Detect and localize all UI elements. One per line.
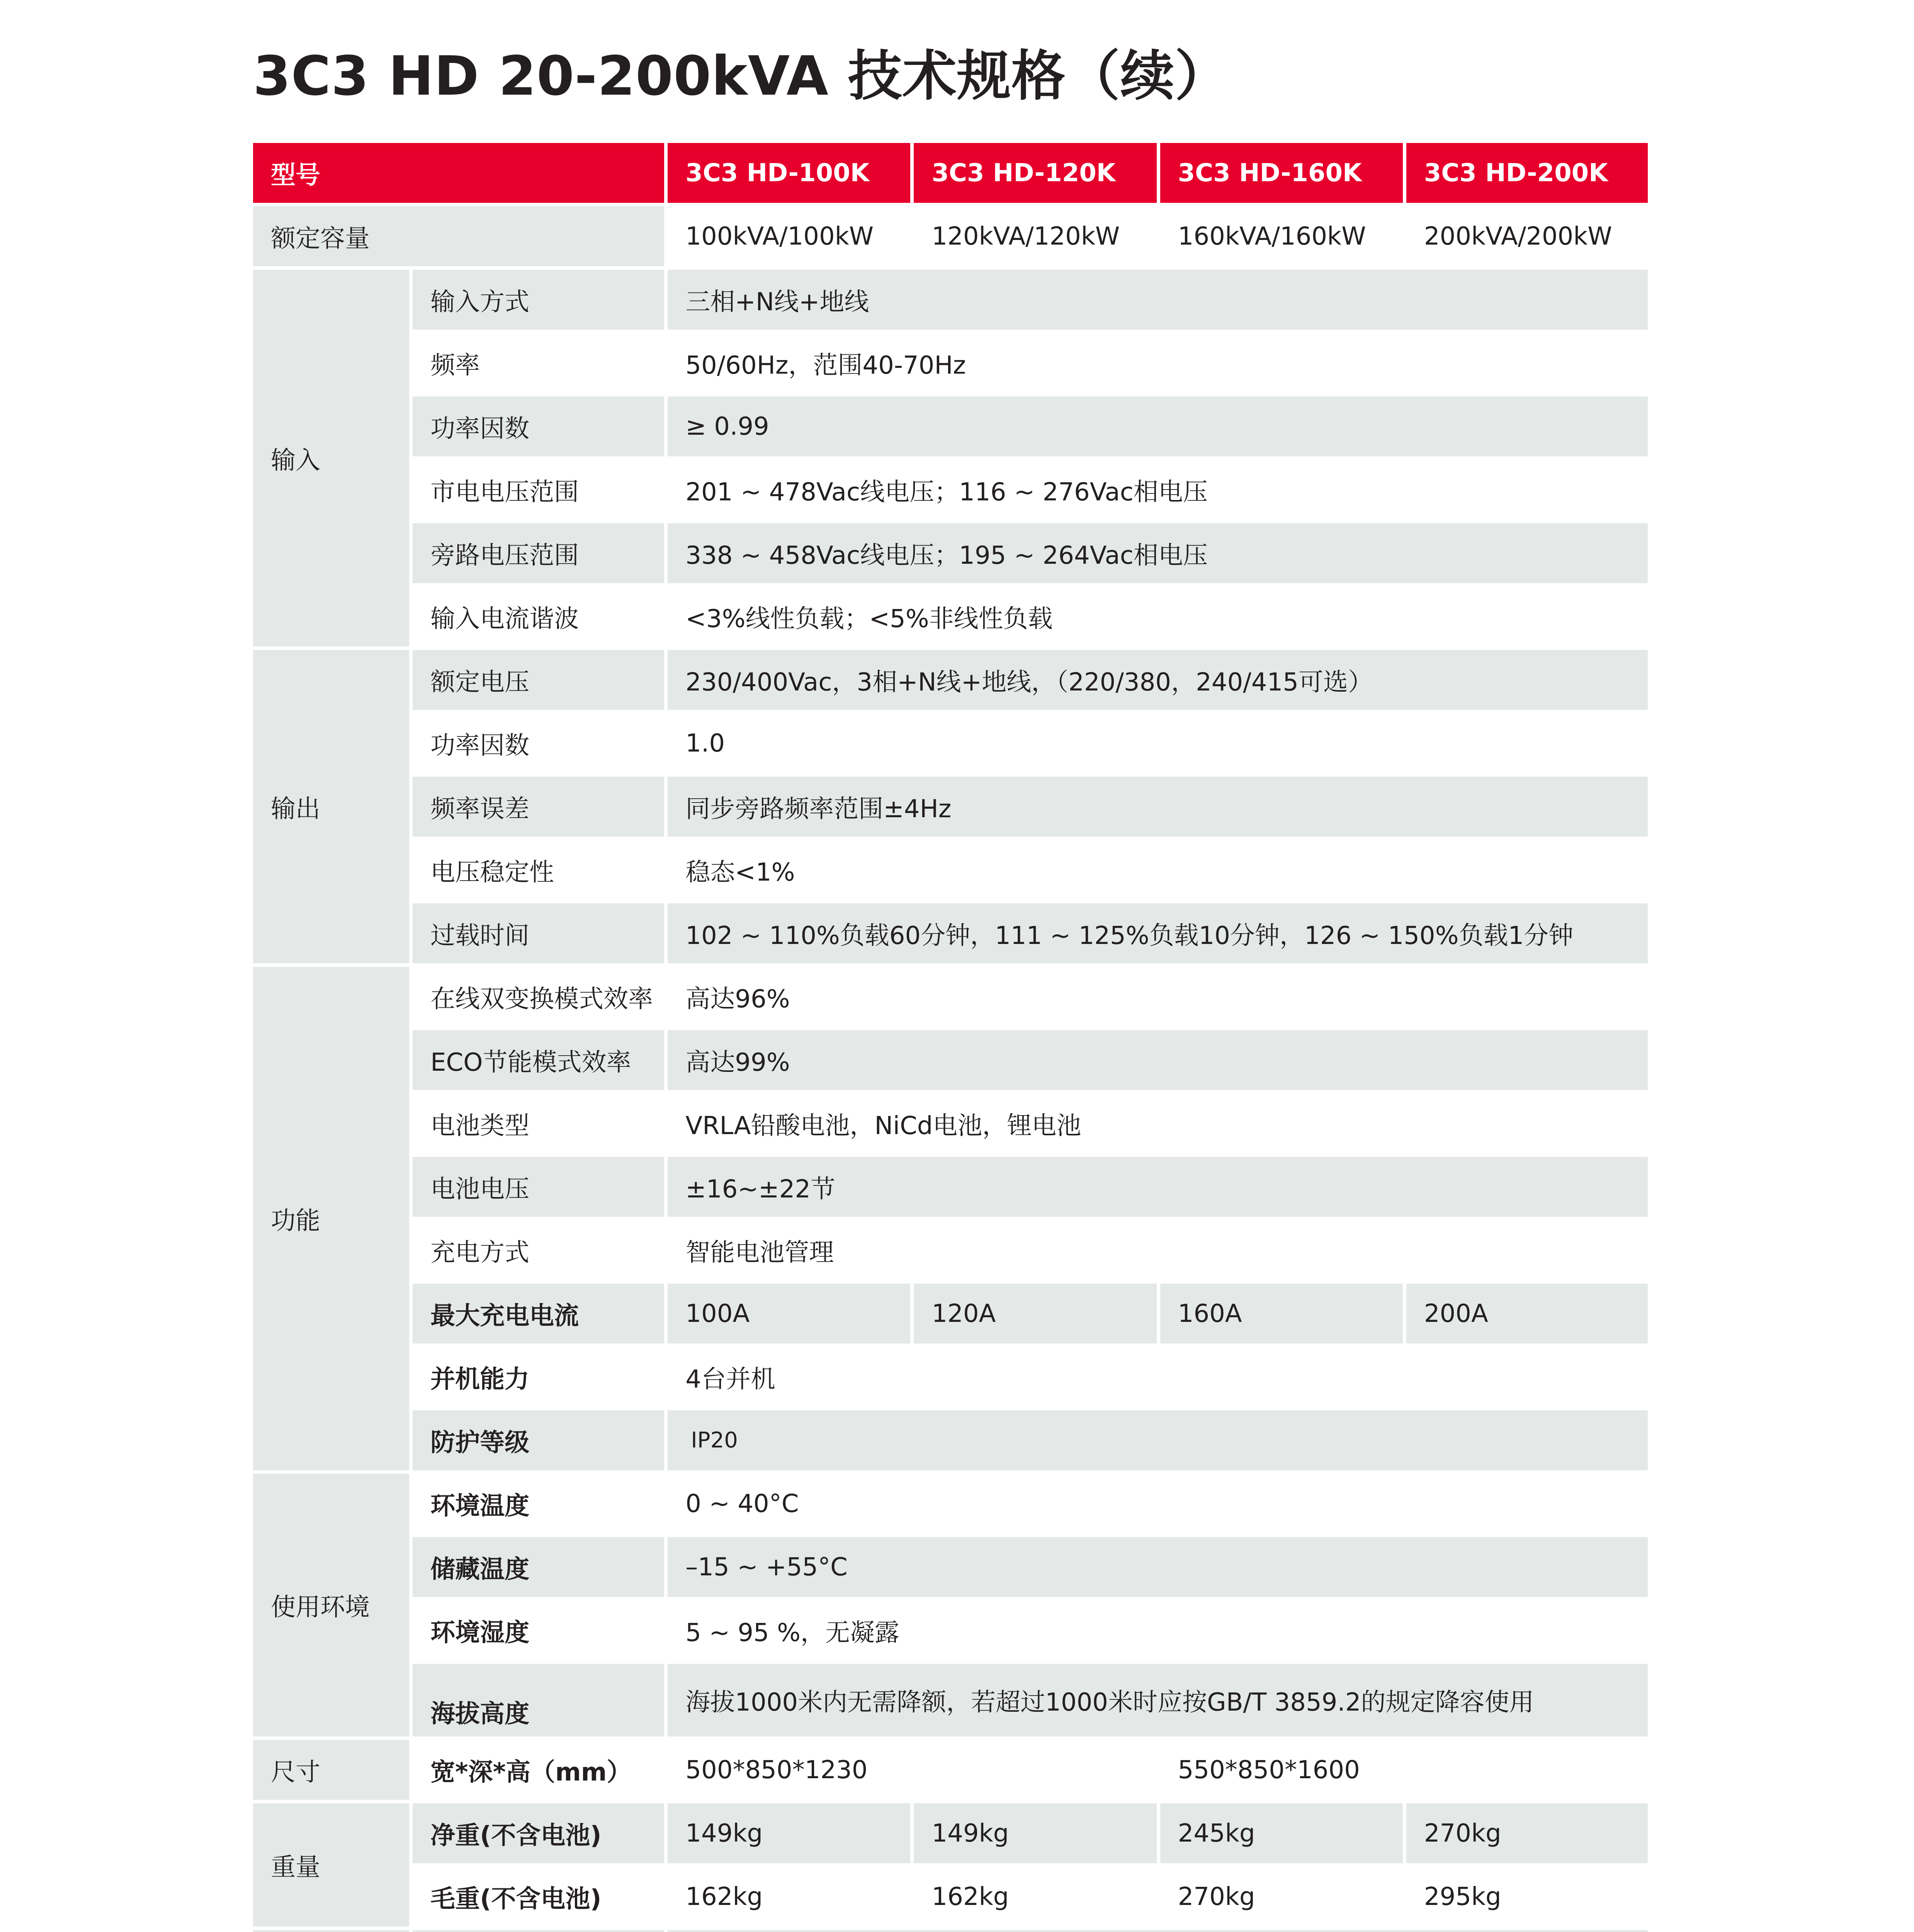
param-label: 并机能力 — [413, 1347, 664, 1407]
param-value: 102 ~ 110%负载60分钟，111 ~ 125%负载10分钟，126 ~ 150%负载1分钟 — [668, 903, 1648, 963]
param-value: 5 ~ 95 %，无凝露 — [668, 1600, 1648, 1660]
param-value: 100A — [668, 1284, 910, 1344]
param-label: 输入电流谐波 — [413, 587, 664, 646]
param-value: IP20 — [668, 1410, 1648, 1470]
param-value: 230/400Vac，3相+N线+地线，（220/380，240/415可选） — [668, 650, 1648, 710]
table-row — [253, 1474, 1648, 1534]
param-label: 宽*深*高（mm） — [413, 1740, 664, 1800]
param-label: 功率因数 — [413, 713, 664, 773]
category-output: 输出 — [253, 650, 409, 963]
param-value: 149kg — [668, 1803, 910, 1863]
param-value: ≥ 0.99 — [668, 396, 1648, 456]
param-value: 149kg — [914, 1803, 1156, 1863]
category-environment: 使用环境 — [253, 1474, 409, 1736]
param-label: 毛重(不含电池) — [413, 1867, 664, 1927]
rated-capacity-value: 100kVA/100kW — [668, 206, 910, 266]
table-row — [253, 967, 1648, 1027]
table-row — [253, 1740, 1648, 1800]
param-value: 295kg — [1406, 1867, 1648, 1927]
param-value: 三相+N线+地线 — [668, 270, 1648, 330]
param-value: 4台并机 — [668, 1347, 1648, 1407]
param-label: 充电方式 — [413, 1220, 664, 1280]
param-label: 净重(不含电池) — [413, 1803, 664, 1863]
table-row — [253, 270, 1648, 330]
param-value: 500*850*1230 — [668, 1740, 1156, 1800]
model-header: 3C3 HD-120K — [914, 143, 1156, 203]
rated-capacity-label: 额定容量 — [253, 206, 664, 266]
param-value: 160A — [1160, 1284, 1403, 1344]
param-value: 120A — [914, 1284, 1156, 1344]
category-safety — [253, 1930, 409, 1932]
table-row — [253, 1220, 1648, 1280]
table-row — [253, 206, 1648, 266]
table-row — [253, 777, 1648, 837]
model-header: 3C3 HD-100K — [668, 143, 910, 203]
param-value: 201 ~ 478Vac线电压；116 ~ 276Vac相电压 — [668, 460, 1648, 520]
param-label: 最大充电电流 — [413, 1284, 664, 1344]
param-label: 防护等级 — [413, 1410, 664, 1470]
table-row — [253, 1094, 1648, 1153]
model-label: 型号 — [253, 143, 664, 203]
rated-capacity-value: 200kVA/200kW — [1406, 206, 1648, 266]
category-function: 功能 — [253, 967, 409, 1470]
param-label — [413, 1930, 664, 1932]
param-label: 额定电压 — [413, 650, 664, 710]
param-value: 0 ~ 40°C — [668, 1474, 1648, 1534]
param-label: 在线双变换模式效率 — [413, 967, 664, 1027]
table-row — [253, 713, 1648, 773]
header-row — [253, 143, 1648, 203]
param-value: VRLA铅酸电池，NiCd电池，锂电池 — [668, 1094, 1648, 1153]
param-value: 200A — [1406, 1284, 1648, 1344]
table-row — [253, 333, 1648, 393]
table-row — [253, 903, 1648, 963]
param-value: 1.0 — [668, 713, 1648, 773]
param-value: 海拔1000米内无需降额，若超过1000米时应按GB/T 3859.2的规定降容使用 — [668, 1664, 1648, 1736]
table-row — [253, 650, 1648, 710]
param-label: 环境温度 — [413, 1474, 664, 1534]
param-label: 电池类型 — [413, 1094, 664, 1153]
table-row — [253, 1600, 1648, 1660]
table-row — [253, 1867, 1648, 1927]
param-label: 电压稳定性 — [413, 840, 664, 900]
param-label: 功率因数 — [413, 396, 664, 456]
param-value: 245kg — [1160, 1803, 1403, 1863]
param-label: 旁路电压范围 — [413, 523, 664, 583]
table-row — [253, 460, 1648, 520]
table-row — [253, 1347, 1648, 1407]
param-value: 稳态<1% — [668, 840, 1648, 900]
param-value: 338 ~ 458Vac线电压；195 ~ 264Vac相电压 — [668, 523, 1648, 583]
table-row — [253, 587, 1648, 646]
param-value: 50/60Hz，范围40-70Hz — [668, 333, 1648, 393]
param-value: 同步旁路频率范围±4Hz — [668, 777, 1648, 837]
param-value — [668, 1930, 1648, 1932]
table-row — [253, 1803, 1648, 1863]
model-header: 3C3 HD-200K — [1406, 143, 1648, 203]
category-weight: 重量 — [253, 1803, 409, 1927]
table-row — [253, 523, 1648, 583]
model-header: 3C3 HD-160K — [1160, 143, 1403, 203]
table-row — [253, 1537, 1648, 1597]
param-label: 过载时间 — [413, 903, 664, 963]
param-value: –15 ~ +55°C — [668, 1537, 1648, 1597]
page-title: 3C3 HD 20-200kVA 技术规格（续） — [253, 45, 1229, 108]
table-row — [253, 1284, 1648, 1344]
param-value: 270kg — [1406, 1803, 1648, 1863]
param-value: 550*850*1600 — [1160, 1740, 1648, 1800]
table-row — [253, 1930, 1648, 1932]
spec-table — [250, 139, 1651, 1932]
table-row — [253, 840, 1648, 900]
param-value: 162kg — [668, 1867, 910, 1927]
category-dimensions: 尺寸 — [253, 1740, 409, 1800]
category-input: 输入 — [253, 270, 409, 646]
table-row — [253, 1030, 1648, 1090]
param-value: <3%线性负载；<5%非线性负载 — [668, 587, 1648, 646]
param-label: 输入方式 — [413, 270, 664, 330]
param-label: 频率 — [413, 333, 664, 393]
param-value: 高达99% — [668, 1030, 1648, 1090]
table-row — [253, 1157, 1648, 1217]
param-value: 270kg — [1160, 1867, 1403, 1927]
table-row — [253, 1664, 1648, 1736]
param-label: 频率误差 — [413, 777, 664, 837]
table-row — [253, 396, 1648, 456]
param-value: 162kg — [914, 1867, 1156, 1927]
param-label: ECO节能模式效率 — [413, 1030, 664, 1090]
param-value: 高达96% — [668, 967, 1648, 1027]
param-label: 市电电压范围 — [413, 460, 664, 520]
rated-capacity-value: 120kVA/120kW — [914, 206, 1156, 266]
param-value: 智能电池管理 — [668, 1220, 1648, 1280]
param-label: 海拔高度 — [413, 1664, 664, 1736]
param-label: 储藏温度 — [413, 1537, 664, 1597]
param-label: 环境湿度 — [413, 1600, 664, 1660]
rated-capacity-value: 160kVA/160kW — [1160, 206, 1403, 266]
param-label: 电池电压 — [413, 1157, 664, 1217]
table-row — [253, 1410, 1648, 1470]
param-value: ±16~±22节 — [668, 1157, 1648, 1217]
